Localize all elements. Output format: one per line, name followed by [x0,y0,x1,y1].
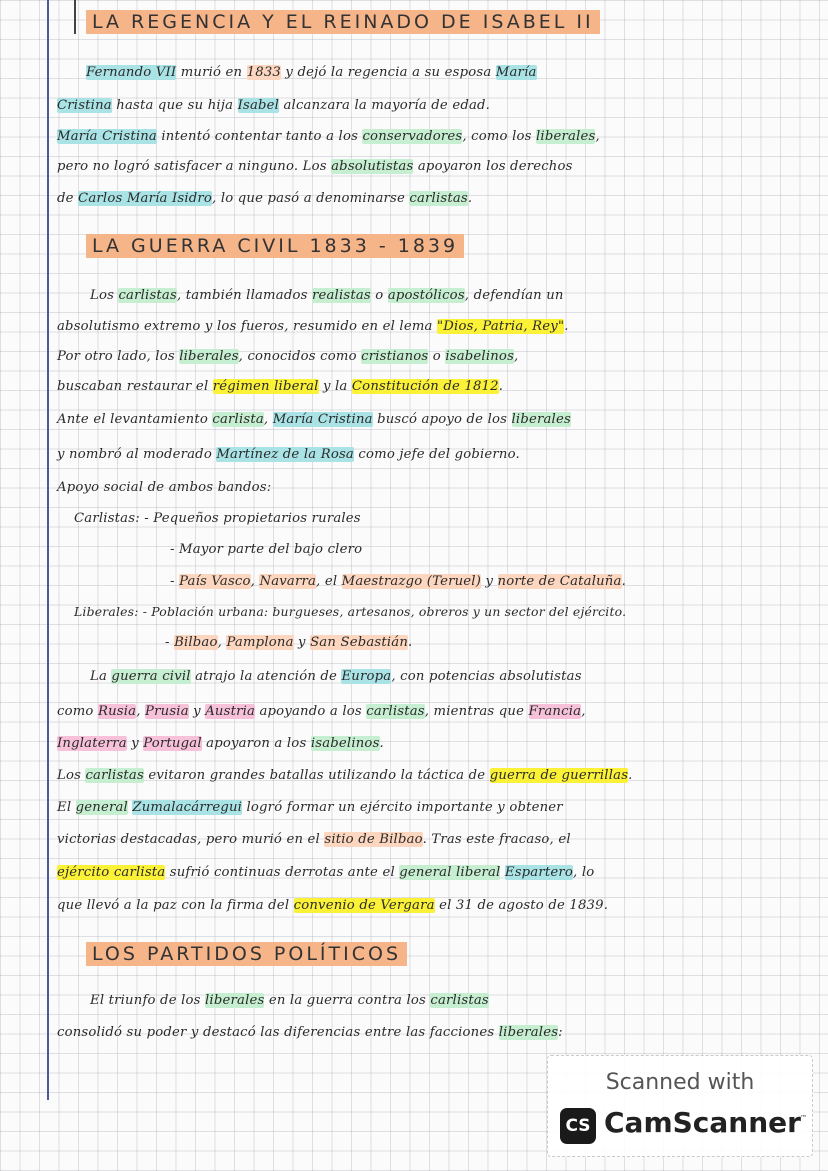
text-segment: murió en [176,65,247,80]
text-line [57,446,520,464]
highlighted-term: conservadores [362,129,463,144]
text-segment: , defendían un [464,288,564,303]
text-line [57,897,608,915]
heading-partidos-politicos: LOS PARTIDOS POLÍTICOS [86,942,407,966]
highlighted-term: guerra de guerrillas [489,768,629,783]
text-line [57,318,569,336]
text-line [57,479,271,497]
text-segment: y [481,574,498,589]
text-line [57,735,384,753]
highlighted-term: Navarra [259,574,317,589]
highlighted-term: Prusia [145,704,189,719]
highlighted-term: San Sebastián [310,635,409,650]
text-segment: intentó contentar tanto a los [157,129,363,144]
text-segment: y la [318,379,352,394]
text-segment: hasta que su hija [111,98,238,113]
highlighted-term: Portugal [143,736,202,751]
text-line [57,799,563,817]
highlighted-term: Martínez de la Rosa [216,447,354,462]
text-line [57,378,503,396]
text-segment: , lo que pasó a denominarse [212,191,410,206]
text-line [74,603,626,621]
text-line [57,1024,563,1042]
highlighted-term: "Dios, Patria, Rey" [437,319,565,334]
margin-line [47,0,49,1100]
highlighted-term: régimen liberal [212,379,319,394]
text-segment: . [564,319,569,334]
text-segment: , [514,349,519,364]
text-segment: pero no logró satisfacer a ninguno. Los [57,159,332,174]
highlighted-term: Inglaterra [57,736,127,751]
highlighted-term: liberales [511,412,571,427]
text-line [57,411,571,429]
text-segment: y nombró al moderado [57,447,217,462]
text-line [86,64,537,82]
text-line [90,287,564,305]
text-segment: Ante el levantamiento [57,412,213,427]
highlighted-term: Cristina [57,98,112,113]
text-segment: , [250,574,260,589]
text-segment: buscaban restaurar el [57,379,213,394]
text-segment: - [170,574,180,589]
highlighted-term: realistas [311,288,371,303]
highlighted-term: sitio de Bilbao [324,832,423,847]
highlighted-term: María [495,65,537,80]
highlighted-term: Pamplona [226,635,294,650]
highlighted-term: carlistas [409,191,468,206]
text-line [74,510,361,528]
text-segment: : [558,1025,563,1040]
text-segment: apoyando a los [255,704,367,719]
highlighted-term: isabelinos [445,349,515,364]
camscanner-brand: CamScanner [604,1106,801,1139]
heading-guerra-civil: LA GUERRA CIVIL 1833 - 1839 [86,234,464,258]
highlighted-term: liberales [498,1025,559,1040]
text-segment: La [90,669,112,684]
text-segment: o [428,349,446,364]
highlighted-term: carlistas [366,704,425,719]
heading-regencia: LA REGENCIA Y EL REINADO DE ISABEL II [86,10,600,34]
text-segment: , [581,704,586,719]
text-segment: , [217,635,227,650]
text-line [57,864,594,882]
text-segment: , mientras que [424,704,529,719]
text-segment: , lo [573,865,595,880]
text-segment: apoyaron los derechos [413,159,573,174]
text-segment: como [57,704,98,719]
text-segment: y dejó la regencia a su esposa [281,65,496,80]
highlighted-term: País Vasco [179,574,251,589]
camscanner-watermark [547,1055,813,1157]
highlighted-term: ejército carlista [57,865,166,880]
text-segment: , [595,129,600,144]
highlighted-term: convenio de Vergara [293,898,435,913]
highlighted-term: isabelinos [310,736,380,751]
text-segment: que llevó a la paz con la firma del [57,898,294,913]
text-line [57,97,490,115]
text-line [57,348,518,366]
text-line [57,767,633,785]
highlighted-term: María Cristina [272,412,373,427]
text-segment: como jefe del gobierno. [354,447,520,462]
text-segment: absolutismo extremo y los fueros, resumido en el lema [57,319,438,334]
text-segment: Por otro lado, los [57,349,180,364]
camscanner-logo-icon: CS [560,1108,596,1144]
text-segment: , como los [462,129,537,144]
text-segment: , [136,704,146,719]
highlighted-term: guerra civil [111,669,191,684]
highlighted-term: Maestrazgo (Teruel) [341,574,482,589]
text-segment: . [467,191,473,206]
text-line [57,128,600,146]
highlighted-term: general [75,800,128,815]
text-segment: - [165,635,175,650]
text-segment: El [57,800,76,815]
scanned-with-text: Scanned with [605,1070,755,1095]
text-segment: y [293,635,311,650]
text-segment: logró formar un ejército importante y obtener [242,800,563,815]
text-segment: atrajo la atención de [190,669,342,684]
highlighted-term: carlistas [85,768,144,783]
text-line [170,573,626,591]
text-segment: alcanzara la mayoría de edad. [279,98,491,113]
highlighted-term: cristianos [361,349,429,364]
text-segment: Los [57,768,86,783]
text-line [90,992,489,1010]
text-segment: , conocidos como [238,349,362,364]
text-segment: apoyaron a los [201,736,311,751]
text-segment: . [379,736,384,751]
highlighted-term: carlistas [118,288,177,303]
text-line [165,634,412,652]
highlighted-term: liberales [179,349,239,364]
highlighted-term: Bilbao [174,635,218,650]
margin-tick [74,0,76,34]
highlighted-term: Constitución de 1812 [351,379,499,394]
text-segment: evitaron grandes batallas utilizando la táctica de [143,768,490,783]
text-segment: de [57,191,79,206]
highlighted-term: Francia [528,704,582,719]
text-segment: Apoyo social de ambos bandos: [57,480,272,495]
highlighted-term: Fernando VII [86,65,177,80]
highlighted-term: Rusia [97,704,137,719]
text-segment: . [621,574,626,589]
text-segment: el 31 de agosto de 1839. [434,898,609,913]
text-segment: . [498,379,504,394]
text-segment: buscó apoyo de los [372,412,512,427]
text-segment: . [628,768,633,783]
text-segment: Liberales: - Población urbana: burgueses, artesanos, obreros y un sector del ejército. [74,604,627,619]
text-segment: . Tras este fracaso, el [422,832,571,847]
text-line [57,831,571,849]
text-segment: y [188,704,206,719]
highlighted-term: carlistas [430,993,489,1008]
highlighted-term: Isabel [237,98,280,113]
highlighted-term: 1833 [246,65,282,80]
highlighted-term: apostólicos [387,288,465,303]
highlighted-term: Espartero [504,865,574,880]
highlighted-term: general liberal [399,865,501,880]
highlighted-term: carlista [212,412,264,427]
text-segment: , [263,412,273,427]
text-segment: o [370,288,388,303]
text-segment: en la guerra contra los [264,993,431,1008]
text-line [90,668,582,686]
text-segment: sufrió continuas derrotas ante el [165,865,400,880]
text-line [57,703,586,721]
text-segment: Carlistas: - Pequeños propietarios rurales [74,511,361,526]
highlighted-term: Carlos María Isidro [78,191,213,206]
highlighted-term: Austria [205,704,256,719]
text-segment: Los [90,288,119,303]
text-line [57,158,573,176]
text-segment: , el [316,574,342,589]
text-segment: . [408,635,413,650]
highlighted-term: liberales [205,993,265,1008]
highlighted-term: María Cristina [57,129,157,144]
text-segment: victorias destacadas, pero murió en el [57,832,325,847]
text-segment: El triunfo de los [90,993,206,1008]
text-segment: consolidó su poder y destacó las diferencias entre las facciones [57,1025,499,1040]
text-segment: , también llamados [176,288,312,303]
text-segment: y [126,736,144,751]
text-line [57,190,472,208]
text-line [170,541,362,559]
text-segment: , con potencias absolutistas [391,669,582,684]
highlighted-term: liberales [536,129,596,144]
text-segment: - Mayor parte del bajo clero [170,542,363,557]
trademark-symbol: ™ [800,1114,807,1122]
highlighted-term: norte de Cataluña [497,574,622,589]
highlighted-term: Zumalacárregui [132,800,243,815]
highlighted-term: Europa [341,669,392,684]
highlighted-term: absolutistas [331,159,414,174]
